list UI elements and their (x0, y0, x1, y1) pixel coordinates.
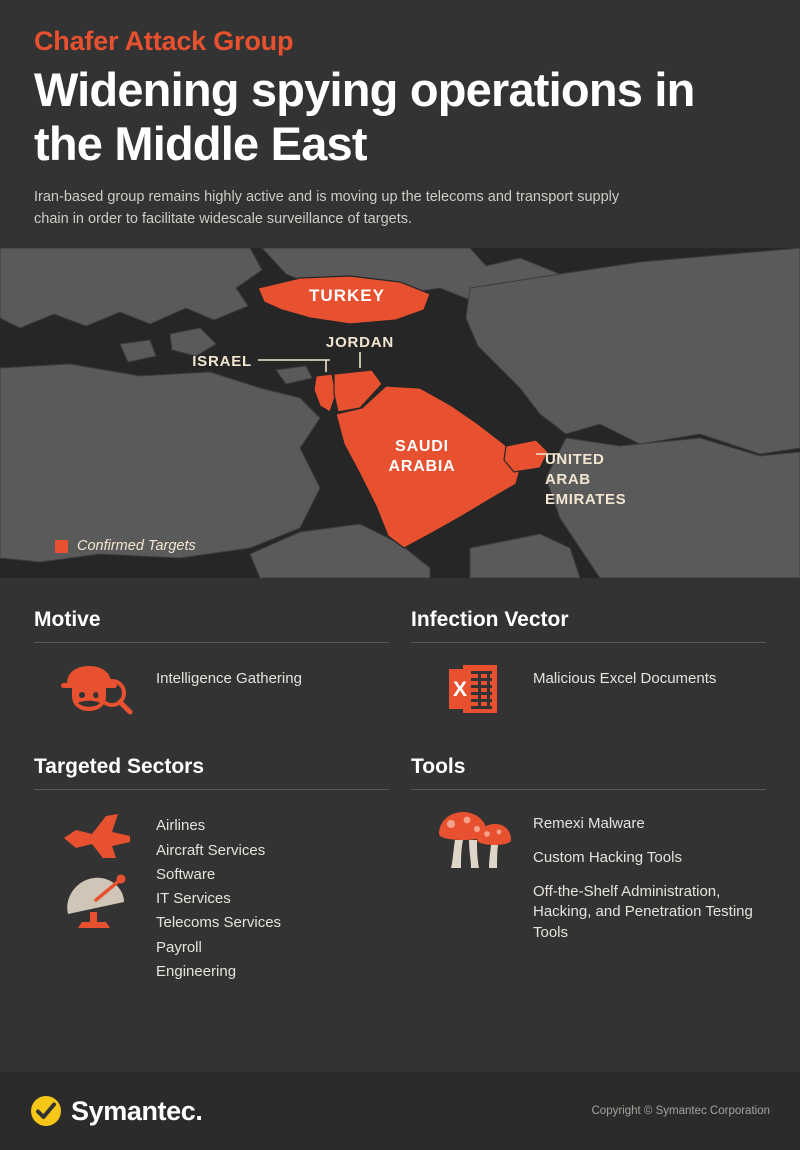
panel-body-infection-vector (411, 661, 766, 715)
map-svg (0, 248, 800, 578)
panel-title-infection-vector: Infection Vector (411, 608, 766, 643)
text-column-targeted-sectors (156, 808, 389, 984)
list-item: Aircraft Services (156, 841, 266, 859)
list-item: Remexi Malware (533, 815, 645, 833)
text-column-infection-vector (533, 661, 766, 691)
mushrooms-icon (437, 810, 511, 870)
label-turkey: TURKEY (309, 286, 385, 306)
panel-body-tools (411, 808, 766, 956)
eyebrow-title: Chafer Attack Group (34, 26, 294, 56)
excel-document-icon (447, 663, 501, 715)
icon-column-motive (54, 661, 140, 715)
text-column-motive (156, 661, 389, 691)
brand (30, 1095, 202, 1127)
list-item: Telecoms Services (156, 914, 282, 932)
middle-east-map (0, 248, 800, 578)
icon-column-targeted-sectors (54, 808, 140, 932)
footer (0, 1072, 800, 1150)
symantec-checkmark-icon (30, 1095, 62, 1127)
satellite-dish-icon (62, 874, 132, 932)
panel-title-targeted-sectors: Targeted Sectors (34, 755, 389, 790)
svg-text:X: X (452, 678, 468, 702)
panel-body-targeted-sectors (34, 808, 389, 984)
list-item: IT Services (156, 890, 231, 908)
text-column-tools (533, 808, 766, 956)
spy-magnifier-icon (61, 663, 133, 715)
label-israel: ISRAEL (192, 353, 252, 371)
panel-tools (411, 747, 766, 984)
list-item: Malicious Excel Documents (533, 670, 717, 688)
icon-column-infection-vector (431, 661, 517, 715)
page-title: Widening spying operations in the Middle East (34, 63, 695, 170)
icon-column-tools (431, 808, 517, 870)
panel-body-motive (34, 661, 389, 715)
header (0, 0, 800, 248)
airplane-icon (62, 810, 132, 858)
list-item: Custom Hacking Tools (533, 848, 682, 866)
panel-title-tools: Tools (411, 755, 766, 790)
panel-infection-vector (411, 600, 766, 715)
brand-name: Symantec. (71, 1095, 203, 1126)
label-saudi-arabia-line2: ARABIA (388, 458, 456, 476)
list-item: Off-the-Shelf Administration, Hacking, and Penetration Testing Tools (533, 882, 753, 941)
content-grid (0, 578, 800, 1072)
list-item: Intelligence Gathering (156, 670, 302, 688)
list-item: Software (156, 865, 216, 883)
panel-targeted-sectors (34, 747, 389, 984)
label-uae-line2: ARAB (545, 471, 591, 489)
label-uae-line1: UNITED (545, 451, 605, 469)
legend-swatch-icon (55, 540, 68, 553)
label-uae-line3: EMIRATES (545, 491, 627, 509)
list-item: Airlines (156, 817, 206, 835)
legend-label: Confirmed Targets (77, 538, 196, 555)
label-saudi-arabia-line1: SAUDI (395, 438, 449, 456)
panel-title-motive: Motive (34, 608, 389, 643)
list-item: Engineering (156, 963, 237, 980)
list-item: Payroll (156, 938, 202, 956)
map-legend (55, 538, 196, 554)
label-jordan: JORDAN (325, 334, 395, 352)
copyright-text: Copyright © Symantec Corporation (591, 1105, 770, 1117)
page-subtitle: Iran-based group remains highly active and is moving up the telecoms and transport supply chain in order to facilitate widescale surveillance of targets. (34, 189, 620, 228)
panel-motive (34, 600, 389, 715)
